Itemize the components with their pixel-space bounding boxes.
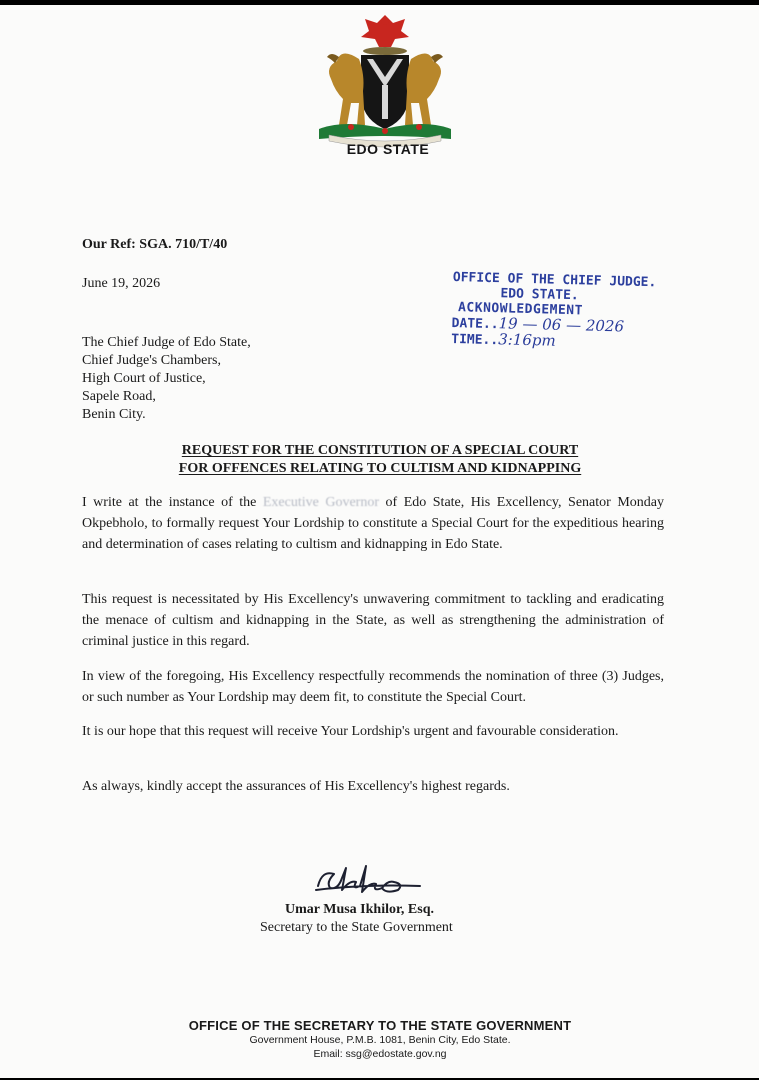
stamp-date-label: DATE..: [451, 315, 499, 333]
addressee-block: [82, 334, 251, 424]
stamp-date-value: 19 — 06 — 2026: [498, 314, 625, 336]
body-paragraph-4: It is our hope that this request will receive Your Lordship's urgent and favourable consideration.: [82, 724, 619, 739]
stamp-ack-line: ACKNOWLEDGEMENT: [457, 300, 584, 319]
stamp-time-label: TIME..: [451, 331, 499, 349]
reference-number: Our Ref: SGA. 710/T/40: [82, 237, 228, 252]
acknowledgement-stamp: [451, 270, 683, 353]
addressee-line: Sapele Road,: [82, 389, 156, 404]
body-paragraph-1: [82, 492, 664, 555]
signatory-name: Umar Musa Ikhilor, Esq.: [285, 902, 434, 917]
body-paragraph-3: In view of the foregoing, His Excellency respectfully recommends the nomination of three (3) Judges, or such number as Your Lordship may deem fit, to constitute the Special Court.: [82, 669, 664, 705]
letter-page: [0, 5, 759, 1078]
letter-date: June 19, 2026: [82, 276, 161, 291]
addressee-line: High Court of Justice,: [82, 371, 206, 386]
footer-email: Email: ssg@edostate.gov.ng: [313, 1048, 447, 1060]
stamp-state-line: EDO STATE.: [500, 286, 579, 304]
subject-line-1: REQUEST FOR THE CONSTITUTION OF A SPECIAL COURT: [181, 443, 579, 458]
letter-footer: [80, 1018, 680, 1061]
subject-heading: [80, 442, 680, 478]
footer-office: OFFICE OF THE SECRETARY TO THE STATE GOVERNMENT: [188, 1018, 572, 1033]
addressee-line: The Chief Judge of Edo State,: [82, 335, 251, 350]
addressee-line: Chief Judge's Chambers,: [82, 353, 222, 368]
stamp-office-line: OFFICE OF THE CHIEF JUDGE.: [452, 270, 657, 291]
footer-address: Government House, P.M.B. 1081, Benin City, Edo State.: [249, 1034, 511, 1046]
stamp-time-value: 3:16pm: [497, 330, 556, 350]
p1-start: I write at the instance of the: [82, 495, 257, 510]
body-paragraph-5: As always, kindly accept the assurances of His Excellency's highest regards.: [82, 779, 510, 794]
coat-of-arms-icon: [305, 7, 465, 157]
state-name-label: EDO STATE: [346, 141, 430, 157]
body-paragraph-2: This request is necessitated by His Excellency's unwavering commitment to tackling and eradicating the menace of cultism and kidnapping in the State, as well as strengthening the administration of criminal justice in this regard.: [82, 592, 664, 649]
p1-obscured-text: Executive Governor: [262, 495, 380, 510]
subject-line-2: FOR OFFENCES RELATING TO CULTISM AND KIDNAPPING: [178, 461, 582, 476]
addressee-line: Benin City.: [82, 407, 146, 422]
signatory-title: Secretary to the State Government: [260, 920, 453, 935]
handwritten-signature-icon: [312, 860, 424, 898]
p1-rest: of Edo State, His Excellency, Senator Monday Okpebholo, to formally request Your Lordship to constitute a Special Court for the expeditious hearing and determination of cases relating to cultism and kidnapping in Edo State.: [82, 495, 664, 552]
